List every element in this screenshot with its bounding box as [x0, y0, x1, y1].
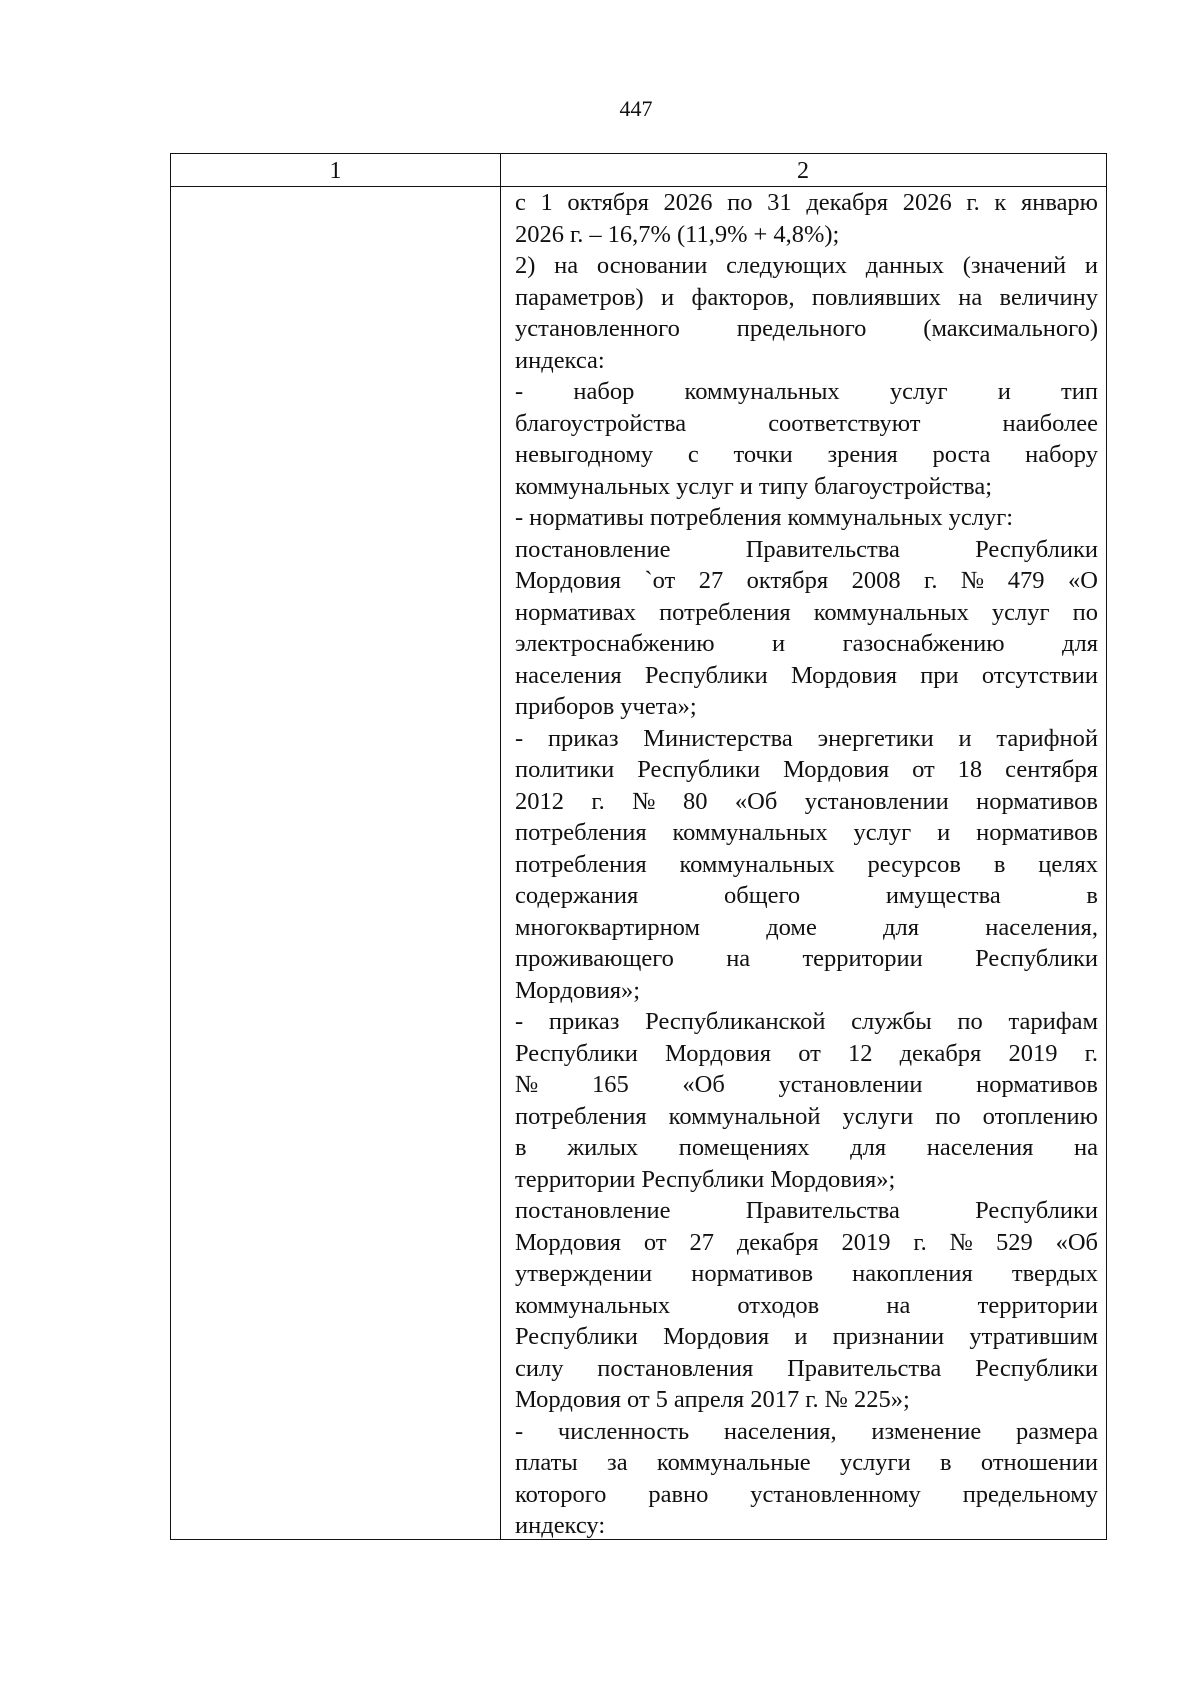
text-line: в жилых помещениях для населения на — [515, 1134, 1098, 1161]
text-line: с 1 октября 2026 по 31 декабря 2026 г. к январю — [515, 189, 1098, 216]
text-line: - численность населения, изменение размера — [515, 1417, 1098, 1445]
text-line: утверждении нормативов накопления твердых — [515, 1260, 1098, 1287]
text-line: 2012 г. № 80 «Об установлении нормативов — [515, 787, 1098, 815]
text-line: потребления коммунальной услуги по отоплению — [515, 1102, 1098, 1130]
text-line: индекса: — [515, 346, 605, 374]
text-line: коммунальных услуг и типу благоустройства; — [515, 472, 993, 500]
text-line: Мордовия от 5 апреля 2017 г. № 225»; — [515, 1386, 910, 1413]
text-line: которого равно установленному предельному — [515, 1480, 1098, 1508]
text-line: установленного предельного (максимального) — [515, 315, 1098, 342]
text-line: постановление Правительства Республики — [515, 535, 1098, 563]
text-line: параметров) и факторов, повлиявших на величину — [515, 283, 1098, 311]
text-line: Республики Мордовия и признании утратившим — [515, 1323, 1098, 1350]
text-line: населения Республики Мордовия при отсутствии — [515, 661, 1098, 689]
text-line: силу постановления Правительства Республики — [515, 1354, 1098, 1382]
text-line: невыгодному с точки зрения роста набору — [515, 441, 1098, 468]
text-line: - нормативы потребления коммунальных услуг: — [515, 504, 1014, 531]
column-2-cell — [515, 187, 1098, 1542]
text-line: - набор коммунальных услуг и тип — [515, 378, 1098, 405]
text-line: нормативах потребления коммунальных услуг по — [515, 598, 1098, 626]
text-line: электроснабжению и газоснабжению для — [515, 630, 1098, 657]
column-2-header: 2 — [797, 158, 809, 184]
text-line: содержания общего имущества в — [515, 882, 1098, 909]
text-line: приборов учета»; — [515, 693, 697, 720]
text-line: потребления коммунальных услуг и нормативов — [515, 819, 1098, 846]
text-line: потребления коммунальных ресурсов в целях — [515, 850, 1098, 878]
text-line: Республики Мордовия от 12 декабря 2019 г. — [515, 1039, 1098, 1067]
text-line: Мордовия»; — [515, 976, 641, 1004]
text-line: проживающего на территории Республики — [515, 945, 1098, 972]
text-line: постановление Правительства Республики — [515, 1197, 1098, 1224]
text-line: - приказ Министерства энергетики и тарифной — [515, 724, 1098, 752]
text-line: 2026 г. – 16,7% (11,9% + 4,8%); — [515, 220, 840, 248]
text-line: благоустройства соответствуют наиболее — [515, 409, 1098, 437]
text-line: многоквартирном доме для населения, — [515, 913, 1098, 941]
text-line: № 165 «Об установлении нормативов — [515, 1071, 1098, 1098]
text-line: Мордовия от 27 декабря 2019 г. № 529 «Об — [515, 1228, 1098, 1256]
column-1-header: 1 — [329, 158, 342, 184]
column-divider — [500, 154, 501, 1539]
document-table — [170, 153, 1107, 1540]
page-number: 447 — [619, 96, 653, 121]
text-line: территории Республики Мордовия»; — [515, 1165, 896, 1193]
text-line: - приказ Республиканской службы по тарифам — [515, 1008, 1098, 1035]
text-line: индексу: — [515, 1512, 606, 1539]
text-line: политики Республики Мордовия от 18 сентября — [515, 756, 1098, 783]
text-line: Мордовия `от 27 октября 2008 г. № 479 «О — [515, 567, 1098, 594]
text-line: коммунальных отходов на территории — [515, 1291, 1098, 1319]
table-header-row — [171, 154, 1106, 187]
text-line: 2) на основании следующих данных (значений и — [515, 252, 1098, 279]
text-line: платы за коммунальные услуги в отношении — [515, 1449, 1098, 1476]
